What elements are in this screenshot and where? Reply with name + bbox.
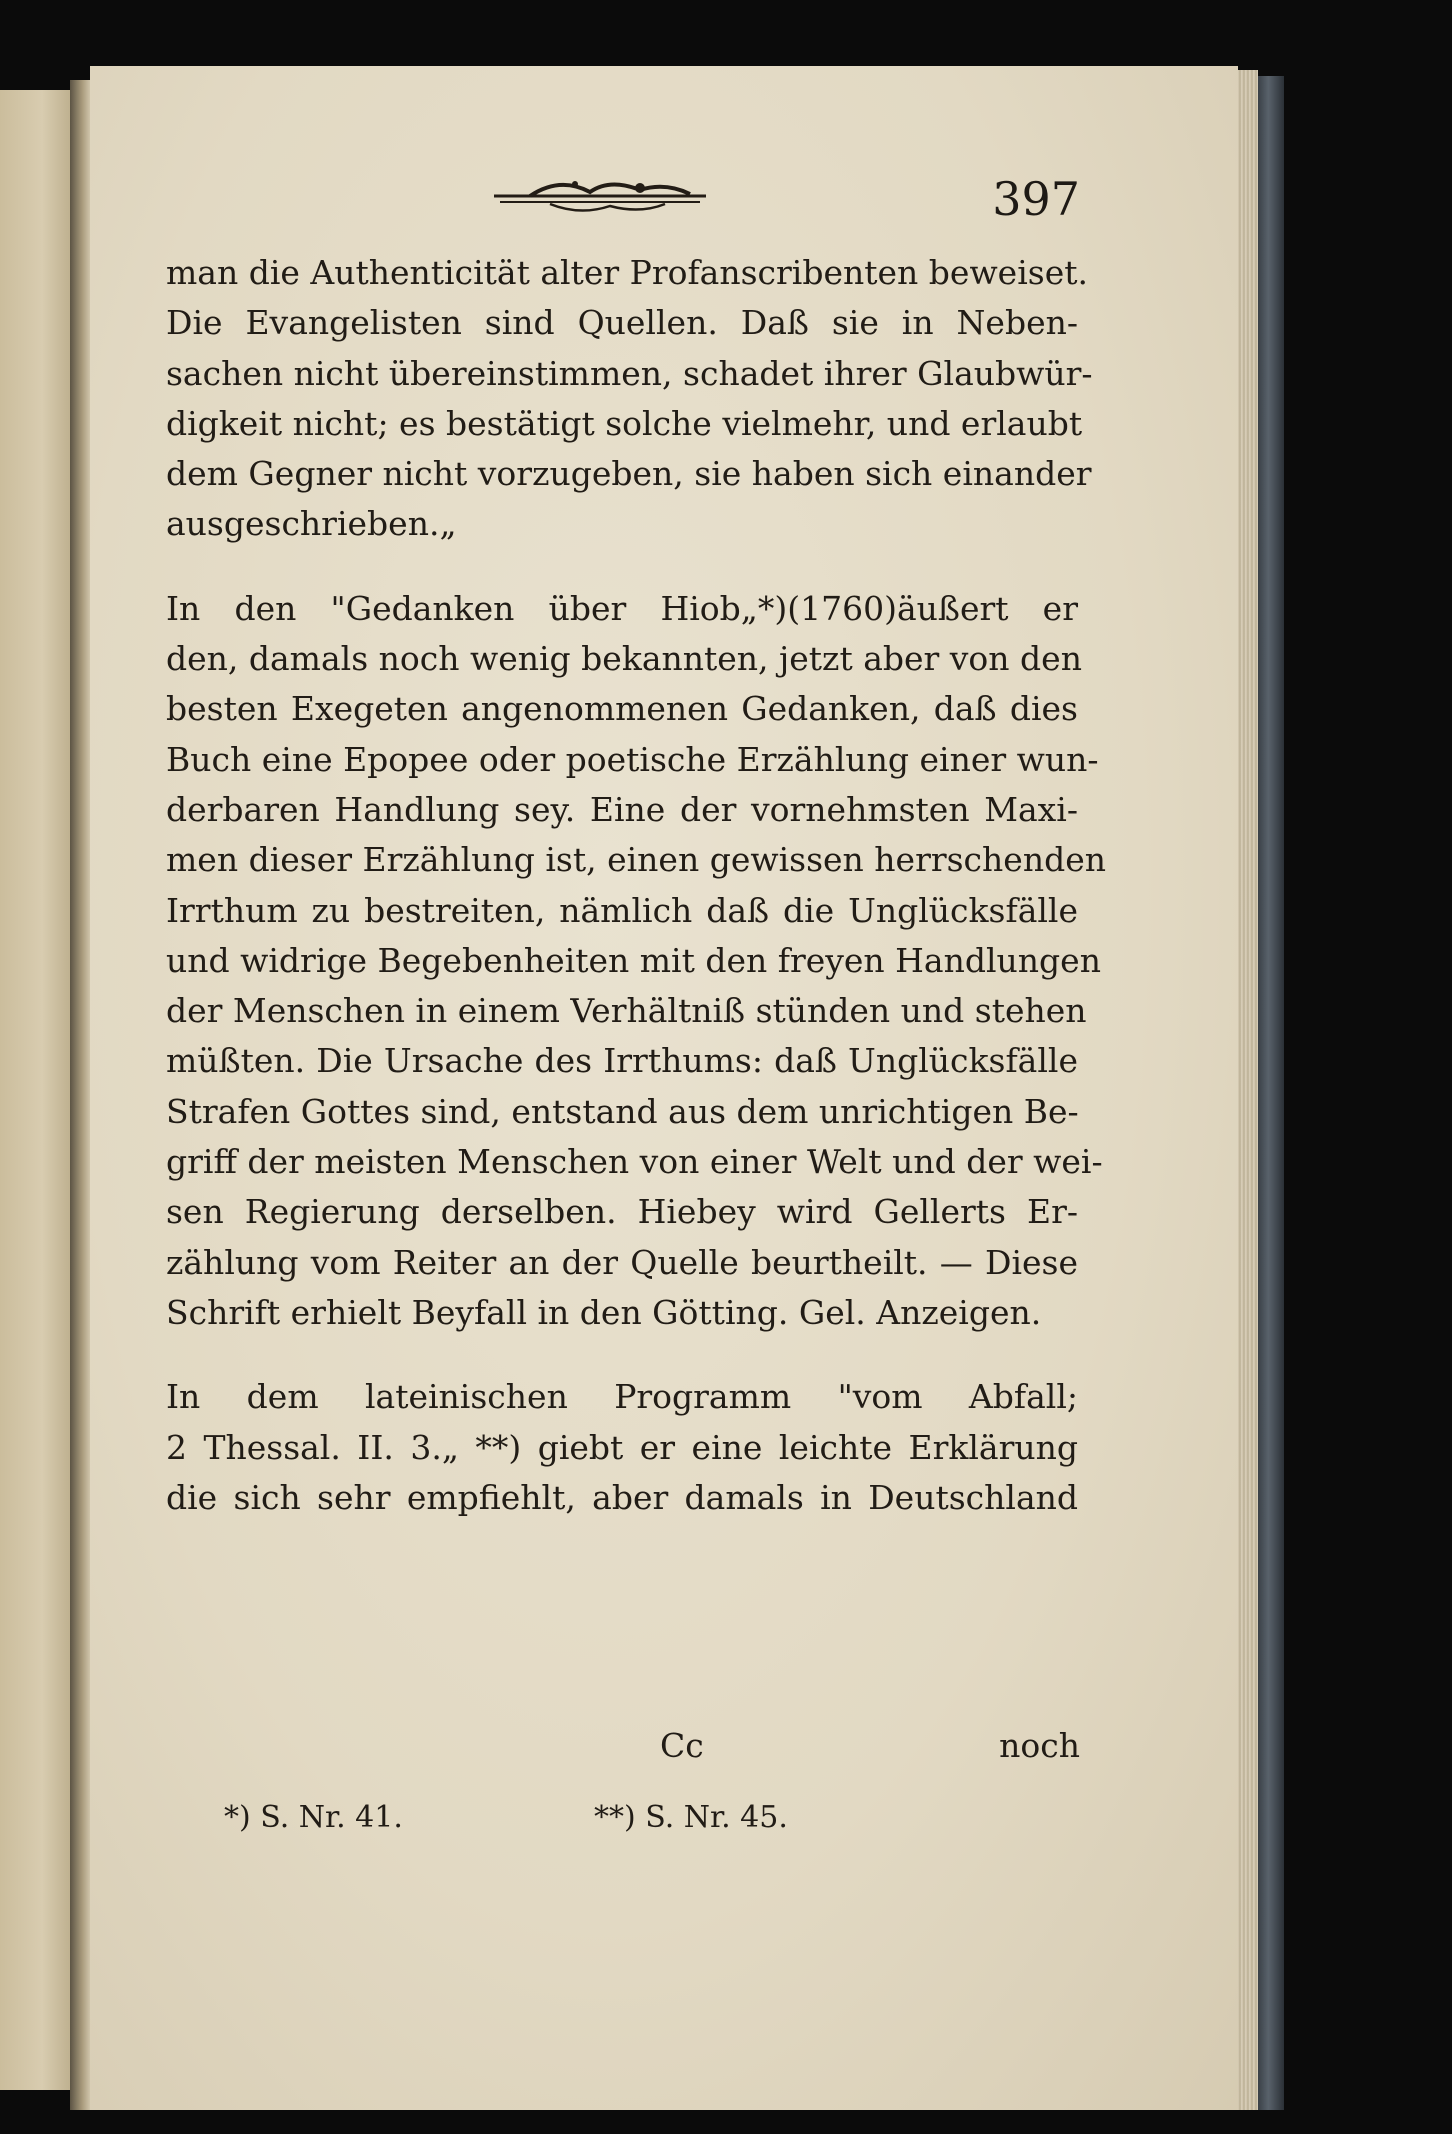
text-line: ausgeschrieben.„ [166, 504, 457, 544]
text-line: Buch eine Epopee oder poetische Erzählung einer wun- [166, 739, 1099, 779]
text-line: griff der meisten Menschen von einer Welt und der wei- [166, 1142, 1103, 1182]
text-line: Die Evangelisten sind Quellen. Daß sie in Neben- [166, 303, 1078, 343]
text-line: sachen nicht übereinstimmen, schadet ihrer Glaubwür- [166, 353, 1093, 393]
page-number: 397 [992, 172, 1080, 226]
footnote-2: **) S. Nr. 45. [594, 1800, 788, 1835]
text-line: und widrige Begebenheiten mit den freyen Handlungen [166, 940, 1101, 980]
text-line: müßten. Die Ursache des Irrthums: daß Unglücksfälle [166, 1041, 1078, 1081]
text-line: In den "Gedanken über Hiob„*)(1760)äußert er [166, 588, 1078, 628]
text-line: In dem lateinischen Programm "vom Abfall; [166, 1377, 1078, 1417]
text-line: Irrthum zu bestreiten, nämlich daß die Unglücksfälle [166, 890, 1078, 930]
footnotes [224, 1800, 904, 1846]
text-line: Strafen Gottes sind, entstand aus dem unrichtigen Be- [166, 1091, 1079, 1131]
text-line: men dieser Erzählung ist, einen gewissen herrschenden [166, 840, 1106, 880]
text-line: Schrift erhielt Beyfall in den Götting. Gel. Anzeigen. [166, 1292, 1042, 1332]
ornament-icon [490, 172, 710, 218]
text-line: besten Exegeten angenommenen Gedanken, daß dies [166, 689, 1078, 729]
text-line: digkeit nicht; es bestätigt solche vielmehr, und erlaubt [166, 403, 1083, 443]
book-cover-edge [1258, 76, 1284, 2110]
text-line: derbaren Handlung sey. Eine der vornehmsten Maxi- [166, 789, 1078, 829]
catchword: noch [999, 1726, 1080, 1765]
signature-mark: Cc [660, 1726, 704, 1765]
text-line: der Menschen in einem Verhältniß stünden und stehen [166, 991, 1087, 1031]
text-line: sen Regierung derselben. Hiebey wird Gellerts Er- [166, 1192, 1078, 1232]
body-text [166, 248, 1106, 1523]
text-line: den, damals noch wenig bekannten, jetzt aber von den [166, 639, 1082, 679]
facing-page-edge [0, 90, 70, 2090]
text-line: dem Gegner nicht vorzugeben, sie haben sich einander [166, 454, 1092, 494]
signature-line [660, 1726, 1080, 1774]
text-line: zählung vom Reiter an der Quelle beurtheilt. — Diese [166, 1242, 1078, 1282]
text-line: die sich sehr empfiehlt, aber damals in Deutschland [166, 1477, 1078, 1517]
text-line: man die Authenticität alter Profanscribenten beweiset. [166, 253, 1088, 292]
text-line: 2 Thessal. II. 3.„ **) giebt er eine leichte Erklärung [166, 1427, 1078, 1467]
book-gutter [70, 80, 92, 2110]
page-stack-edge [1238, 70, 1258, 2110]
footnote-1: *) S. Nr. 41. [224, 1800, 403, 1835]
